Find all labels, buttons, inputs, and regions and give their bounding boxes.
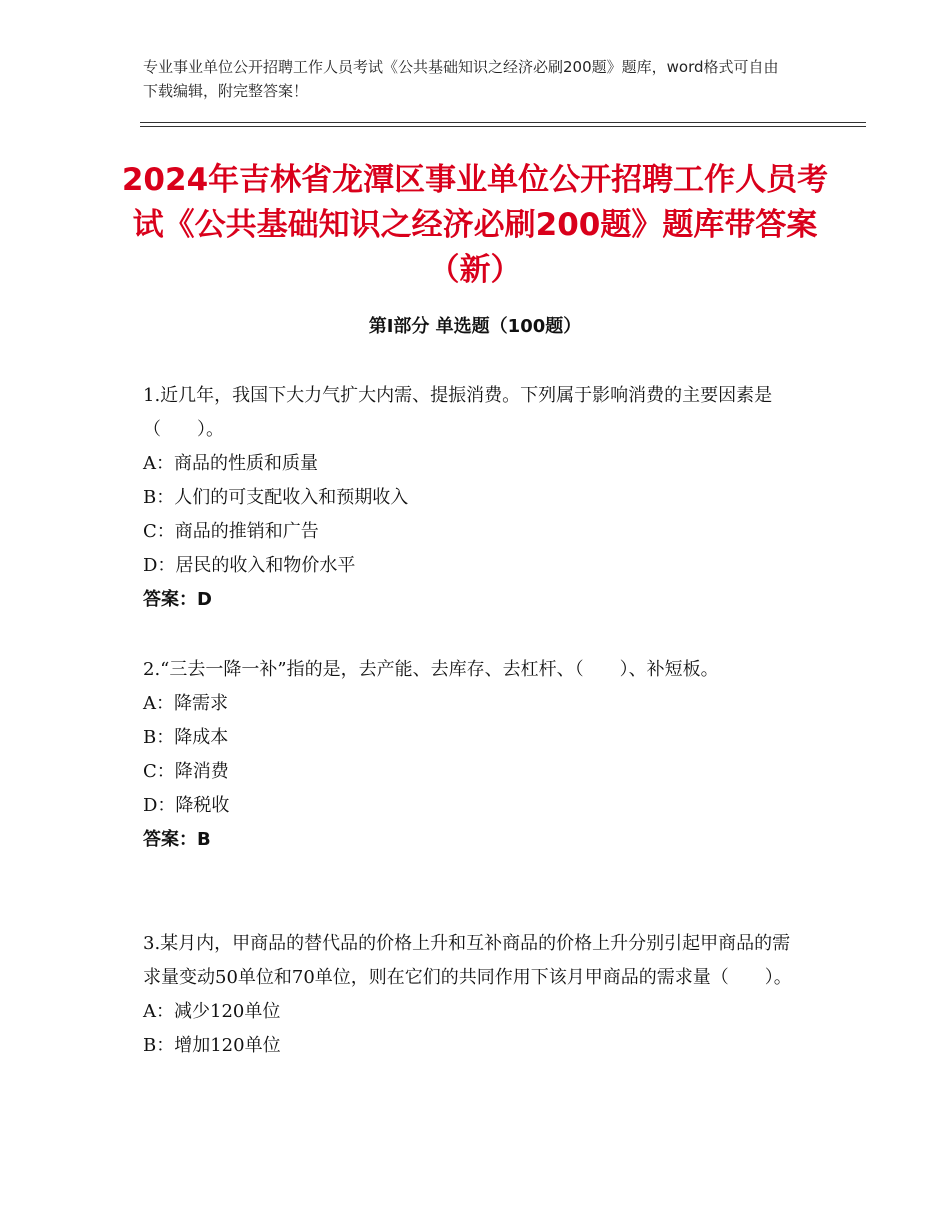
answer: 答案：B: [143, 829, 211, 850]
question-1: [143, 379, 803, 617]
header-divider: [140, 122, 866, 123]
option-b: B：增加120单位: [143, 1035, 281, 1056]
question-3: [143, 927, 803, 1063]
section-title: 第Ⅰ部分 单选题（100题）: [368, 316, 582, 337]
answer: 答案：D: [143, 589, 212, 610]
option-a: A：降需求: [143, 693, 228, 714]
option-c: C：商品的推销和广告: [143, 521, 319, 542]
question-stem: 3.某月内，甲商品的替代品的价格上升和互补商品的价格上升分别引起甲商品的需求量变动50单位和70单位，则在它们的共同作用下该月甲商品的需求量（ ）。: [143, 933, 792, 988]
option-b: B：降成本: [143, 727, 229, 748]
option-a: A：商品的性质和质量: [143, 453, 318, 474]
option-d: D：降税收: [143, 795, 230, 816]
header-note: 专业事业单位公开招聘工作人员考试《公共基础知识之经济必刷200题》题库，word格式可自由下载编辑，附完整答案！: [143, 58, 779, 100]
header-divider-secondary: [140, 126, 866, 127]
option-a: A：减少120单位: [143, 1001, 281, 1022]
option-c: C：降消费: [143, 761, 229, 782]
question-stem: 2.“三去一降一补”指的是，去产能、去库存、去杠杆、（ ）、补短板。: [143, 659, 719, 680]
question-2: [143, 653, 803, 857]
option-b: B：人们的可支配收入和预期收入: [143, 487, 409, 508]
document-title: 2024年吉林省龙潭区事业单位公开招聘工作人员考试《公共基础知识之经济必刷200题》题库带答案（新）: [121, 162, 829, 288]
question-stem: 1.近几年，我国下大力气扩大内需、提振消费。下列属于影响消费的主要因素是（ ）。: [143, 385, 773, 440]
option-d: D：居民的收入和物价水平: [143, 555, 356, 576]
